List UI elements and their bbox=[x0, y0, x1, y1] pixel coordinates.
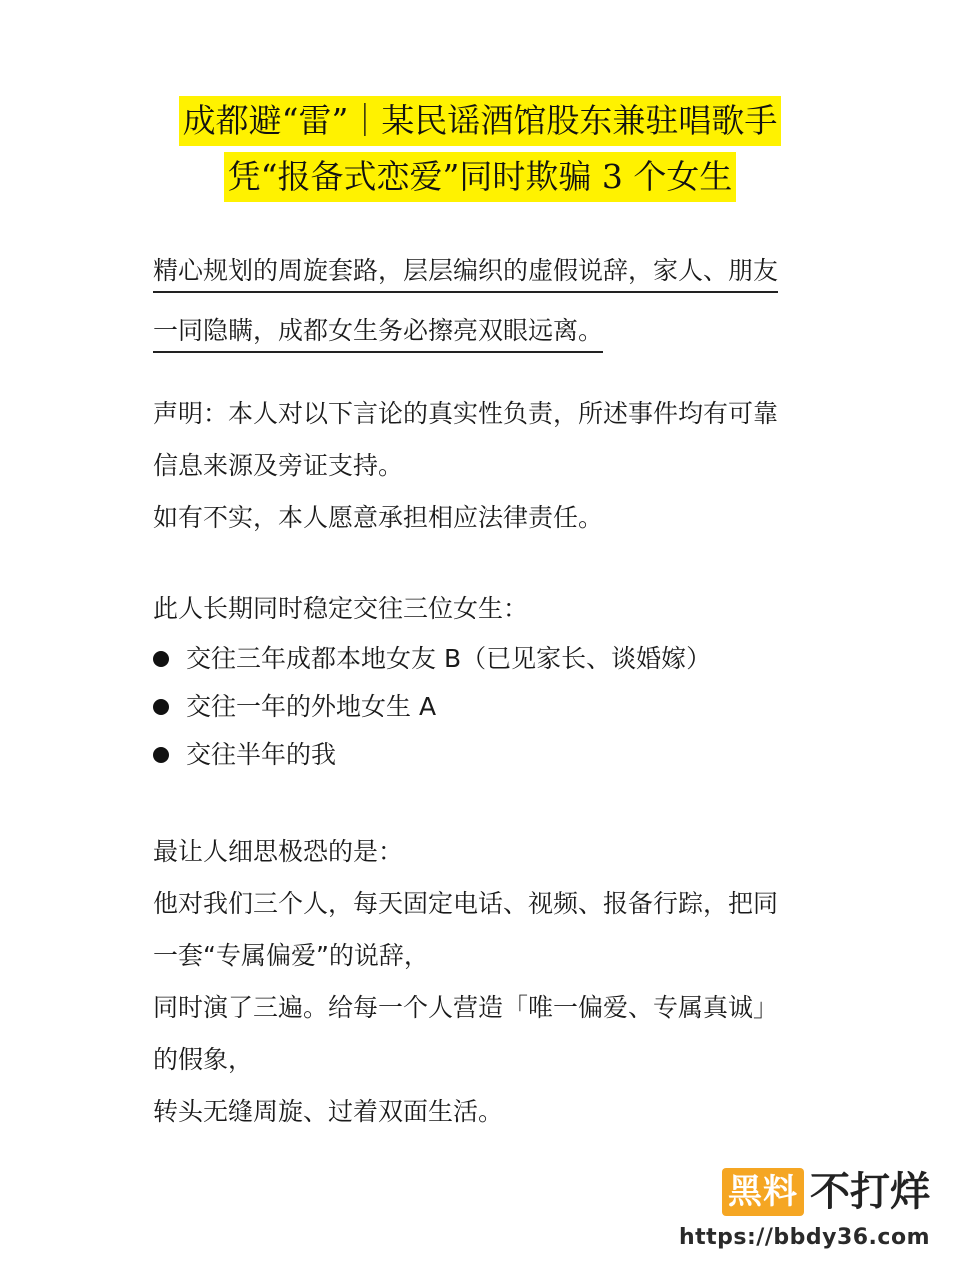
bullet-icon bbox=[153, 699, 169, 715]
watermark-badge: 黑料 bbox=[722, 1168, 804, 1216]
watermark-logo bbox=[670, 1163, 930, 1258]
title-block bbox=[0, 96, 960, 208]
list-item-text: 交往半年的我 bbox=[186, 740, 337, 769]
list-item bbox=[153, 635, 833, 683]
intro-line-2: 一同隐瞒，成都女生务必擦亮双眼远离。 bbox=[153, 311, 603, 353]
creepy-line-1: 最让人细思极恐的是： bbox=[153, 837, 404, 866]
statement-line-1: 声明：本人对以下言论的真实性负责，所述事件均有可靠 bbox=[153, 399, 779, 428]
statement-line-2: 信息来源及旁证支持。 bbox=[153, 451, 404, 480]
title-line-2: 凭“报备式恋爱”同时欺骗 3 个女生 bbox=[224, 152, 737, 202]
creepy-line-5: 的假象， bbox=[153, 1045, 254, 1074]
list-item-text: 交往一年的外地女生 A bbox=[186, 692, 437, 721]
creepy-section bbox=[153, 826, 833, 1138]
list-item bbox=[153, 731, 833, 779]
title-line-1: 成都避“雷”｜某民谣酒馆股东兼驻唱歌手 bbox=[179, 96, 782, 146]
statement-line-3: 如有不实，本人愿意承担相应法律责任。 bbox=[153, 503, 604, 532]
list-item-text: 交往三年成都本地女友 B（已见家长、谈婚嫁） bbox=[186, 644, 712, 673]
creepy-line-3: 一套“专属偏爱”的说辞， bbox=[153, 941, 429, 970]
creepy-line-6: 转头无缝周旋、过着双面生活。 bbox=[153, 1097, 504, 1126]
creepy-line-2: 他对我们三个人，每天固定电话、视频、报备行踪，把同 bbox=[153, 889, 779, 918]
intro-line-1: 精心规划的周旋套路，层层编织的虚假说辞，家人、朋友 bbox=[153, 251, 778, 293]
watermark-url: https://bbdy36.com bbox=[678, 1225, 930, 1250]
bullet-icon bbox=[153, 651, 169, 667]
relations-heading: 此人长期同时稳定交往三位女生： bbox=[153, 594, 529, 623]
creepy-line-4: 同时演了三遍。给每一个人营造「唯一偏爱、专属真诚」 bbox=[153, 993, 779, 1022]
bullet-icon bbox=[153, 747, 169, 763]
relations-section bbox=[153, 583, 833, 779]
watermark-text: 不打烊 bbox=[810, 1169, 930, 1215]
intro-paragraph bbox=[153, 245, 833, 365]
list-item bbox=[153, 683, 833, 731]
statement-paragraph bbox=[153, 388, 833, 544]
